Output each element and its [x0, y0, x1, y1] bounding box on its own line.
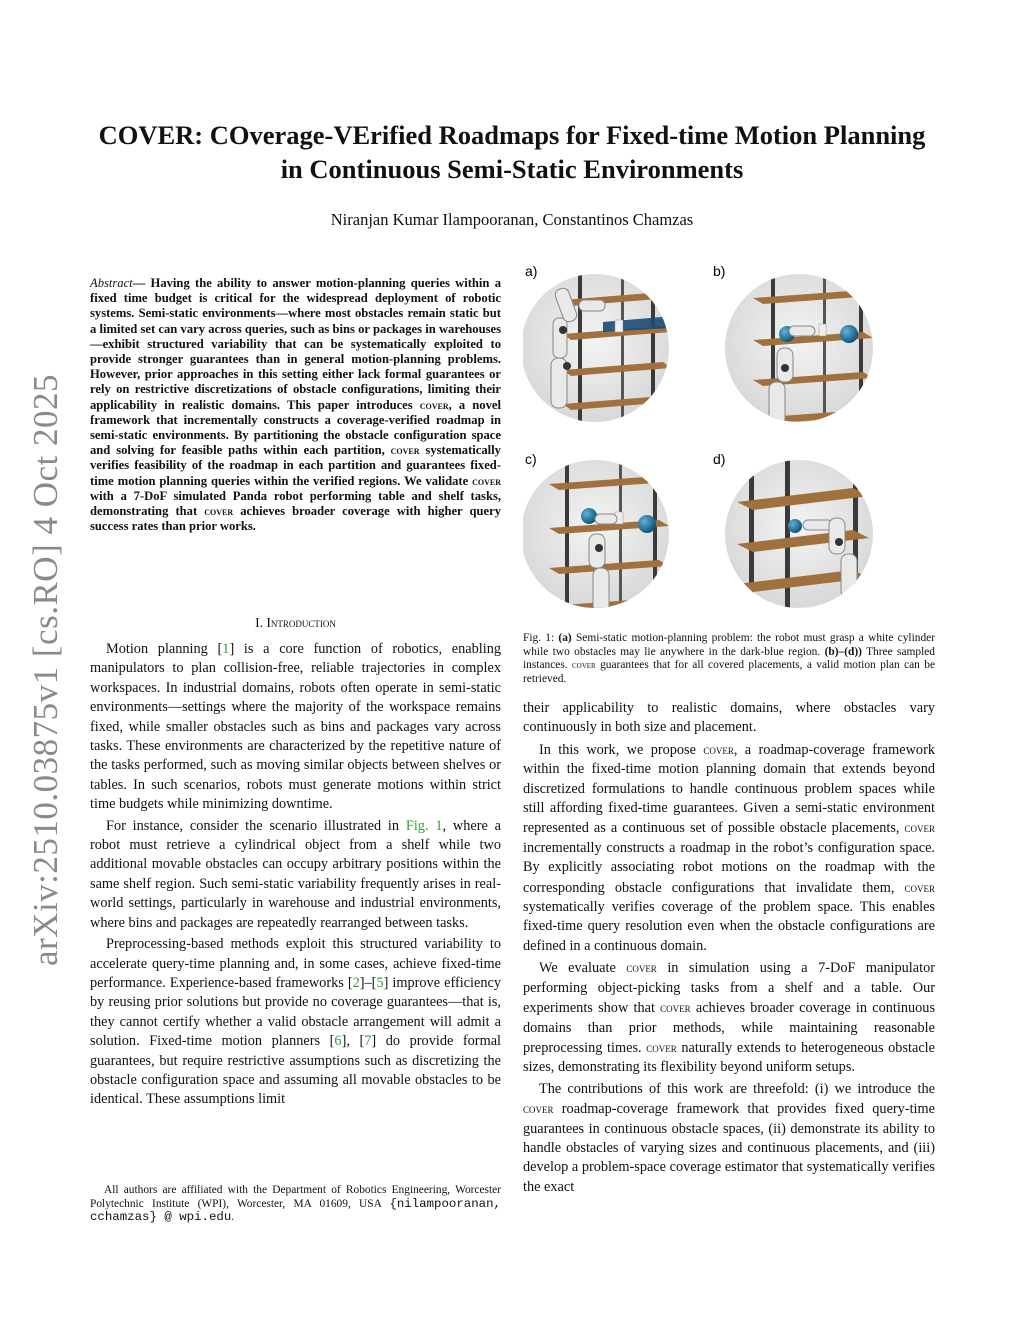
section-title-rest: ntroduction [270, 616, 336, 630]
text-run: In this work, we propose [539, 741, 704, 758]
text-run: We evaluate [539, 960, 627, 977]
text-run: ] do provide formal guarantees, but require restrictive assumptions such as discretizing the obstacle configuration space and assuming all movable obstacles to be identical. These assumptions limit [90, 1033, 502, 1108]
method-name: cover [626, 960, 657, 976]
method-name: cover [390, 444, 420, 458]
text-run: in simulation using a 7-DoF manipulator performing object-picking tasks from a shelf and a table. Our experiments show that [523, 960, 935, 1017]
paragraph [90, 817, 501, 933]
paragraph [523, 958, 935, 1077]
text-run: ]–[ [359, 974, 377, 991]
method-name: cover [660, 1000, 691, 1016]
abstract-text-1: Having the ability to answer motion-planning queries within a fixed time budget is critical for the widespread deployment of robotic systems. Semi-static environments—where most obstacles remain static but a limited set can vary across queries, such as bins or packages in warehouses—exhibit structured variability that can be systematically exploited to provide stronger guarantees than in general motion-planning problems. However, prior approaches in this setting either lack formal guarantees or rely on restrictive discretizations of obstacle configurations, limiting their applicability in realistic domains. This paper introduces [90, 276, 501, 412]
citation-link[interactable]: 7 [364, 1033, 372, 1050]
text-run: systematically verifies coverage of the problem space. This enables fixed-time query resolution even when the obstacle configurations are defined in a continuous domain. [523, 899, 935, 954]
panel-label-c: c) [525, 451, 537, 467]
citation-link[interactable]: 6 [334, 1033, 342, 1050]
footnote-paragraph [90, 1184, 501, 1225]
panel-label-b: b) [713, 263, 726, 279]
method-name: cover [646, 1039, 677, 1055]
text-run: Preprocessing-based methods exploit this structured variability to accelerate query-time planning and, in some cases, achieve fixed-time performance. Experience-based frameworks [ [90, 936, 501, 991]
abstract-dash: — [132, 276, 151, 290]
method-name: cover [204, 505, 234, 519]
text-run: roadmap-coverage framework that provides fixed query-time guarantees in continuous obstacle spaces, (ii) demonstrate its ability to handle obstacles of varying sizes and continuous placements, and (iii) develop a problem-space coverage estimator that systematically verifies the exact [523, 1101, 935, 1195]
section-heading-introduction [90, 615, 501, 631]
text-run: ], [ [341, 1033, 365, 1050]
method-name: cover [419, 398, 449, 412]
paper-title [60, 118, 964, 186]
abstract-text-3: systematically verifies feasibility of the roadmap in each partition and guarantees fixed-time motion planning queries within the verified regions. We validate [90, 443, 501, 488]
text-run: Motion planning [ [106, 641, 223, 657]
title-line-2: in Continuous Semi-Static Environments [280, 154, 744, 184]
method-name: cover [904, 879, 935, 895]
text-run: , where a robot must retrieve a cylindrical object from a shelf while two additional movable obstacles can occupy arbitrary positions within the same shelf region. Such semi-static variability frequently arises in real-world settings, particularly in warehouse and industrial environments, where bins and packages are repeatedly rearranged between tasks. [90, 817, 501, 931]
caption-end-text: guarantees that for all covered placements, a valid motion plan can be retrieved. [523, 659, 936, 685]
panel-d [713, 451, 873, 626]
caption-bd-label: (b)–(d)) [824, 645, 862, 658]
panel-a [523, 263, 673, 438]
author-list: Niranjan Kumar Ilampooranan, Constantinos Chamzas [330, 210, 694, 229]
method-name: cover [523, 1101, 554, 1117]
left-column-body [90, 640, 501, 1110]
panel-c [523, 451, 669, 624]
section-first-letter: I [266, 615, 271, 630]
abstract [90, 276, 501, 534]
text-run: incrementally constructs a roadmap in the robot’s configuration space. By explicitly associating robot motions on the roadmap with the corresponding obstacle configurations that invalidate them, [523, 839, 935, 896]
text-run: naturally extends to heterogeneous obstacle sizes, demonstrating its flexibility beyond uniform setups. [523, 1039, 936, 1076]
panel-b [713, 263, 873, 438]
paragraph [523, 740, 935, 956]
method-name: cover [904, 820, 935, 836]
author-emails: {nilampooranan, cchamzas} @ wpi.edu [90, 1196, 501, 1225]
citation-link[interactable]: 1 [222, 641, 230, 657]
section-number: I. [255, 615, 267, 630]
caption-a-text: Semi-static motion-planning problem: the robot must grasp a white cylinder while two obstacles may lie anywhere in the dark-blue region. [523, 632, 935, 658]
title-line-1: COVER: COverage-VErified Roadmaps for Fixed-time Motion Planning [98, 120, 926, 150]
figure-1 [523, 258, 943, 630]
caption-fig-label: Fig. 1: [523, 632, 559, 644]
panel-label-a: a) [525, 263, 538, 279]
paragraph [523, 1080, 935, 1197]
paragraph [90, 935, 501, 1110]
text-run: ] is a core function of robotics, enabling manipulators to plan collision-free, reliable trajectories in complex workspaces. In industrial domains, robots often operate in semi-static environments—settings where the majority of the workspace remains fixed, while smaller obstacles such as bins and packages vary across tasks. These environments are characterized by the repetitive nature of the tasks performed, such as moving similar objects between shelves or tables. In such scenarios, robots must generate motions within strict time budgets while minimizing downtime. [90, 641, 501, 813]
text-run: ] improve efficiency by reusing prior solutions but provide no coverage guarantees—that is, they cannot certify whether a valid obstacle arrangement will admit a solution. Fixed-time motion planners [ [90, 974, 501, 1050]
arxiv-stamp [26, 373, 66, 967]
text-run: The contributions of this work are threefold: (i) we introduce the [539, 1080, 935, 1097]
method-name: cover [472, 474, 501, 488]
affiliation-footnote [90, 1184, 501, 1225]
caption-bd-text: Three sampled instances. [523, 645, 935, 671]
abstract-label: Abstract [90, 276, 133, 290]
text-run: achieves broader coverage in continuous domains than prior methods, while maintaining reasonable preprocessing times. [523, 1000, 936, 1056]
text-run: their applicability to realistic domains, where obstacles vary continuously in both size and placement. [523, 700, 935, 736]
footnote-text: All authors are affiliated with the Department of Robotics Engineering, Worcester Polytechnic Institute (WPI), Worcester, MA 01609, USA [90, 1184, 501, 1210]
paragraph [90, 640, 501, 815]
method-name: cover [571, 660, 596, 671]
text-run: , a roadmap-coverage framework within the fixed-time motion planning domain that extends beyond discretized formulations to handle continuous problem spaces while still affording fixed-time guarantees. Given a semi-static environment represented as a continuous set of possible obstacle placements, [523, 741, 935, 837]
right-column-body [523, 699, 935, 1197]
footnote-end: . [231, 1211, 235, 1224]
abstract-text-2: , a novel framework that incrementally constructs a coverage-verified roadmap in semi-static environments. By partitioning the obstacle configuration space and solving for feasible paths within each partition, [90, 397, 501, 458]
method-name: cover [703, 741, 734, 757]
paragraph [523, 699, 935, 738]
arxiv-id: arXiv:2510.03875v1 [cs.RO] 4 Oct 2025 [26, 373, 65, 967]
figure-1-caption [523, 632, 935, 686]
panel-label-d: d) [713, 451, 726, 467]
text-run: For instance, consider the scenario illustrated in [106, 817, 406, 834]
caption-a-label: (a) [558, 632, 572, 644]
figure-1-panels [523, 258, 943, 630]
figure-link[interactable]: Fig. 1 [405, 817, 443, 834]
abstract-text-4: with a 7-DoF simulated Panda robot performing table and shelf tasks, demonstrating that [90, 488, 501, 519]
citation-link[interactable]: 2 [352, 974, 360, 991]
abstract-text-5: achieves broader coverage with higher query success rates than prior works. [90, 504, 501, 534]
citation-link[interactable]: 5 [376, 974, 384, 991]
